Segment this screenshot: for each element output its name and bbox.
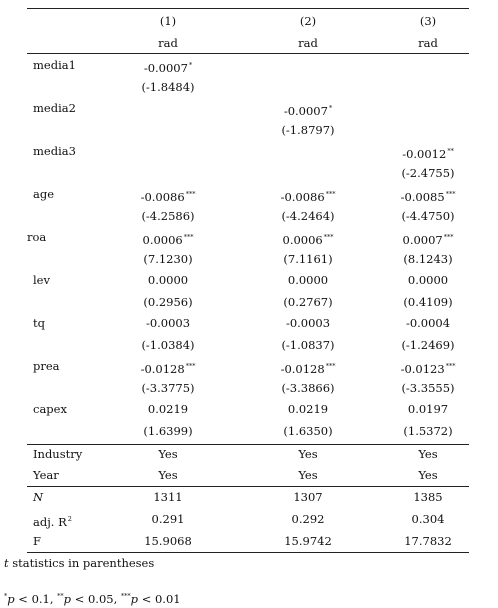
note-cond-3: < 0.01	[138, 592, 181, 606]
coefficient-value: -0.0004	[405, 316, 451, 330]
coefficient-value: 0.0000	[407, 273, 449, 287]
variable-label: media1	[33, 58, 76, 72]
t-statistic-value: (1.5372)	[403, 424, 453, 438]
t-statistic-value: (-1.8484)	[141, 80, 195, 94]
t-statistic-value: (-1.8797)	[281, 123, 335, 137]
fixed-effect-value: Yes	[158, 468, 178, 482]
t-statistic-value: (0.4109)	[403, 295, 453, 309]
statistic-value: 15.9742	[284, 534, 332, 548]
coefficient-value: 0.0000	[147, 273, 189, 287]
coefficient-cell	[108, 402, 228, 416]
coef-rule	[27, 444, 469, 445]
coefficient-cell	[368, 230, 488, 247]
coefficient-value: -0.0012	[402, 147, 447, 161]
col-number-3: (3)	[419, 14, 437, 28]
bottom-rule	[27, 552, 469, 553]
t-statistic-value: (1.6350)	[283, 424, 333, 438]
t-statistic-value: (-1.0837)	[281, 338, 335, 352]
fixed-effect-value: Yes	[418, 447, 438, 461]
coefficient-cell	[248, 402, 368, 416]
fixed-effect-label: Year	[33, 468, 59, 482]
note-p-1: p	[7, 592, 15, 606]
dep-var-1: rad	[158, 36, 178, 50]
coefficient-cell	[248, 101, 368, 118]
coefficient-cell	[248, 316, 368, 330]
variable-label: tq	[33, 316, 45, 330]
fixed-effect-value: Yes	[298, 447, 318, 461]
coefficient-value: 0.0006	[282, 233, 323, 247]
variable-label: prea	[33, 359, 60, 373]
significance-stars: ***	[325, 362, 336, 370]
variable-label: capex	[33, 402, 67, 416]
variable-label: roa	[27, 230, 47, 244]
statistic-value: 1311	[153, 490, 183, 504]
coefficient-value: -0.0086	[140, 190, 185, 204]
coefficient-value: -0.0085	[400, 190, 445, 204]
statistic-value: 0.291	[151, 512, 185, 526]
note-p-2: p	[63, 592, 72, 606]
significance-stars: *	[188, 61, 193, 69]
note-star-3: ***	[120, 592, 131, 600]
statistic-value: 0.304	[411, 512, 445, 526]
statistic-label	[33, 534, 41, 548]
variable-label: age	[33, 187, 55, 201]
significance-stars: **	[447, 147, 454, 155]
significance-stars: ***	[323, 233, 334, 241]
coefficient-value: 0.0197	[407, 402, 449, 416]
note-cond-2: < 0.05,	[71, 592, 121, 606]
note-significance	[4, 589, 181, 606]
coefficient-value: 0.0219	[147, 402, 189, 416]
coefficient-cell	[248, 230, 368, 247]
coefficient-cell	[108, 230, 228, 247]
statistic-label	[33, 512, 72, 529]
t-statistic-value: (-1.2469)	[401, 338, 455, 352]
t-statistic-value: (-3.3555)	[401, 381, 455, 395]
t-statistic-value: (0.2956)	[143, 295, 193, 309]
coefficient-value: -0.0128	[140, 362, 185, 376]
statistic-label-text: adj. R	[33, 515, 67, 529]
coefficient-cell	[368, 273, 488, 287]
statistic-value: 1307	[293, 490, 323, 504]
coefficient-cell	[108, 359, 228, 376]
dep-var-3: rad	[418, 36, 438, 50]
t-statistic-value: (8.1243)	[403, 252, 453, 266]
t-statistic-value: (-4.2464)	[281, 209, 335, 223]
coefficient-cell	[108, 273, 228, 287]
coefficient-value: 0.0006	[142, 233, 183, 247]
top-rule	[27, 8, 469, 9]
t-statistic-value: (7.1161)	[283, 252, 333, 266]
coefficient-value: -0.0003	[285, 316, 331, 330]
note-star-1: *	[4, 592, 8, 600]
statistic-label	[33, 490, 43, 504]
statistic-label-text: F	[33, 534, 41, 548]
statistic-value: 17.7832	[404, 534, 452, 548]
statistic-label-superscript: 2	[67, 515, 72, 523]
significance-stars: ***	[445, 362, 456, 370]
coefficient-value: 0.0000	[287, 273, 329, 287]
coefficient-cell	[108, 58, 228, 75]
significance-stars: ***	[183, 233, 194, 241]
coefficient-cell	[368, 359, 488, 376]
coefficient-cell	[368, 187, 488, 204]
variable-label: lev	[33, 273, 50, 287]
t-statistic-value: (-3.3866)	[281, 381, 335, 395]
significance-stars: ***	[443, 233, 454, 241]
t-statistic-value: (-3.3775)	[141, 381, 195, 395]
coefficient-value: -0.0128	[280, 362, 325, 376]
dep-var-2: rad	[298, 36, 318, 50]
significance-stars: ***	[325, 190, 336, 198]
coefficient-cell	[248, 187, 368, 204]
col-number-2: (2)	[299, 14, 317, 28]
fixed-effect-label: Industry	[33, 447, 83, 461]
coefficient-value: -0.0007	[143, 61, 188, 75]
t-statistic-value: (0.2767)	[283, 295, 333, 309]
variable-label: media3	[33, 144, 76, 158]
t-statistic-value: (-2.4755)	[401, 166, 455, 180]
statistic-value: 15.9068	[144, 534, 192, 548]
col-number-1: (1)	[159, 14, 177, 28]
coefficient-value: 0.0219	[287, 402, 329, 416]
coefficient-value: -0.0007	[283, 104, 328, 118]
t-statistic-value: (7.1230)	[143, 252, 193, 266]
t-statistic-value: (1.6399)	[143, 424, 193, 438]
coefficient-value: -0.0123	[400, 362, 445, 376]
significance-stars: *	[328, 104, 333, 112]
note-star-2: **	[57, 592, 64, 600]
fe-rule	[27, 486, 469, 487]
coefficient-cell	[108, 316, 228, 330]
note-cond-1: < 0.1,	[14, 592, 58, 606]
significance-stars: ***	[445, 190, 456, 198]
coefficient-value: -0.0003	[145, 316, 191, 330]
statistic-value: 0.292	[291, 512, 325, 526]
variable-label: media2	[33, 101, 76, 115]
note-p-3: p	[130, 592, 139, 606]
coefficient-cell	[248, 273, 368, 287]
statistic-value: 1385	[413, 490, 443, 504]
fixed-effect-value: Yes	[418, 468, 438, 482]
coefficient-cell	[108, 187, 228, 204]
note-t-statistics	[4, 556, 154, 570]
significance-stars: ***	[185, 190, 196, 198]
header-rule	[27, 53, 469, 54]
statistic-label-text: N	[33, 490, 44, 504]
significance-stars: ***	[185, 362, 196, 370]
coefficient-value: 0.0007	[402, 233, 443, 247]
coefficient-cell	[368, 402, 488, 416]
fixed-effect-value: Yes	[298, 468, 318, 482]
coefficient-cell	[368, 144, 488, 161]
coefficient-value: -0.0086	[280, 190, 325, 204]
note-t-letter: t	[4, 556, 9, 570]
fixed-effect-value: Yes	[158, 447, 178, 461]
coefficient-cell	[368, 316, 488, 330]
t-statistic-value: (-1.0384)	[141, 338, 195, 352]
t-statistic-value: (-4.4750)	[401, 209, 455, 223]
note-t-text: statistics in parentheses	[8, 556, 155, 570]
t-statistic-value: (-4.2586)	[141, 209, 195, 223]
coefficient-cell	[248, 359, 368, 376]
